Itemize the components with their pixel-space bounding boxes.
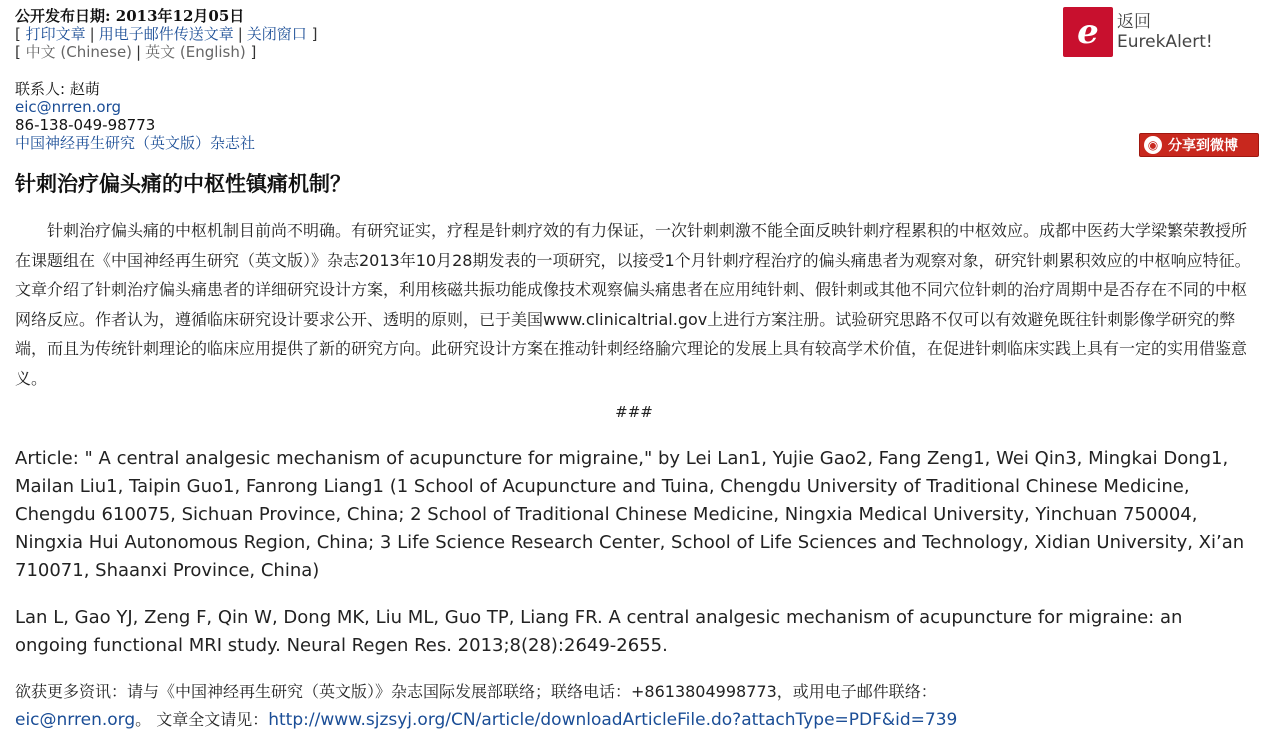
publish-date: 公开发布日期: 2013年12月05日 xyxy=(15,7,245,25)
more-info-text: 欲获更多资讯：请与《中国神经再生研究（英文版）》杂志国际发展部联络；联络电话：+8613804998773，或用电子邮件联络： xyxy=(15,682,937,701)
more-info xyxy=(15,678,1255,734)
section-separator: ### xyxy=(615,403,653,421)
close-window-link[interactable]: 关闭窗口 xyxy=(246,25,307,43)
footer-email-link[interactable]: eic@nrren.org xyxy=(15,710,136,730)
contact-phone: 86-138-049-98773 xyxy=(15,116,156,134)
email-article-link[interactable]: 用电子邮件传送文章 xyxy=(98,25,234,43)
eurekalert-back-logo[interactable] xyxy=(1063,6,1233,58)
contact-person: 联系人: 赵萌 xyxy=(15,80,100,98)
full-text-label: 。 文章全文请见： xyxy=(135,710,269,729)
language-switch: [ 中文 (Chinese) | 英文 (English) ] xyxy=(15,43,257,61)
action-links: [ 打印文章 | 用电子邮件传送文章 | 关闭窗口 ] xyxy=(15,25,318,43)
article-body: 针刺治疗偏头痛的中枢机制目前尚不明确。有研究证实，疗程是针刺疗效的有力保证，一次针刺刺激不能全面反映针刺疗程累积的中枢效应。成都中医药大学梁繁荣教授所在课题组在《中国神经再生研究（英文版）》杂志2013年10月28期发表的一项研究，以接受1个月针刺疗程治疗的偏头痛患者为观察对象，研究针刺累积效应的中枢响应特征。文章介绍了针刺治疗偏头痛患者的详细研究设计方案，利用核磁共振功能成像技术观察偏头痛患者在应用纯针刺、假针刺或其他不同穴位针刺的治疗周期中是否存在不同的中枢网络反应。作者认为，遵循临床研究设计要求公开、透明的原则，已于美国www.clinicaltrial.gov上进行方案注册。试验研究思路不仅可以有效避免既往针刺影像学研究的弊端，而且为传统针刺理论的临床应用提供了新的研究方向。此研究设计方案在推动针刺经络腧穴理论的发展上具有较高学术价值，在促进针刺临床实践上具有一定的实用借鉴意义。 xyxy=(15,221,1251,388)
share-label: 分享到微博 xyxy=(1168,138,1238,154)
contact-org-link[interactable]: 中国神经再生研究（英文版）杂志社 xyxy=(15,134,256,152)
back-label: 返回 xyxy=(1117,12,1151,32)
article-title: 针刺治疗偏头痛的中枢性镇痛机制？ xyxy=(15,171,351,196)
share-weibo-button[interactable] xyxy=(1139,133,1259,157)
print-article-link[interactable]: 打印文章 xyxy=(25,25,86,43)
eurekalert-logo-icon: e xyxy=(1063,7,1113,57)
lang-chinese: 中文 (Chinese) xyxy=(25,43,133,61)
contact-email-link[interactable]: eic@nrren.org xyxy=(15,98,121,116)
article-citation: Lan L, Gao YJ, Zeng F, Qin W, Dong MK, Liu ML, Guo TP, Liang FR. A central analgesic mechanism of acupuncture for migraine: an ongoing functional MRI study. Neural Regen Res. 2013;8(28):2649-2655. xyxy=(15,607,1183,656)
lang-english-link[interactable]: 英文 (English) xyxy=(145,43,246,61)
full-text-link[interactable]: http://www.sjzsyj.org/CN/article/downloadArticleFile.do?attachType=PDF&id=739 xyxy=(268,710,958,730)
article-reference: Article: " A central analgesic mechanism of acupuncture for migraine," by Lei Lan1, Yujie Gao2, Fang Zeng1, Wei Qin3, Mingkai Dong1, Mailan Liu1, Taipin Guo1, Fanrong Liang1 (1 School of Acupuncture and Tuina, Chengdu University of Traditional Chinese Medicine, Chengdu 610075, Sichuan Province, China; 2 School of Traditional Chinese Medicine, Ningxia Medical University, Yinchuan 750004, Ningxia Hui Autonomous Region, China; 3 Life Science Research Center, School of Life Sciences and Technology, Xidian University, Xi’an 710071, Shaanxi Province, China) xyxy=(15,448,1245,581)
brand-label: EurekAlert! xyxy=(1117,32,1213,52)
weibo-icon: ◉ xyxy=(1144,136,1162,154)
header-block xyxy=(15,7,317,61)
contact-block xyxy=(15,80,255,152)
